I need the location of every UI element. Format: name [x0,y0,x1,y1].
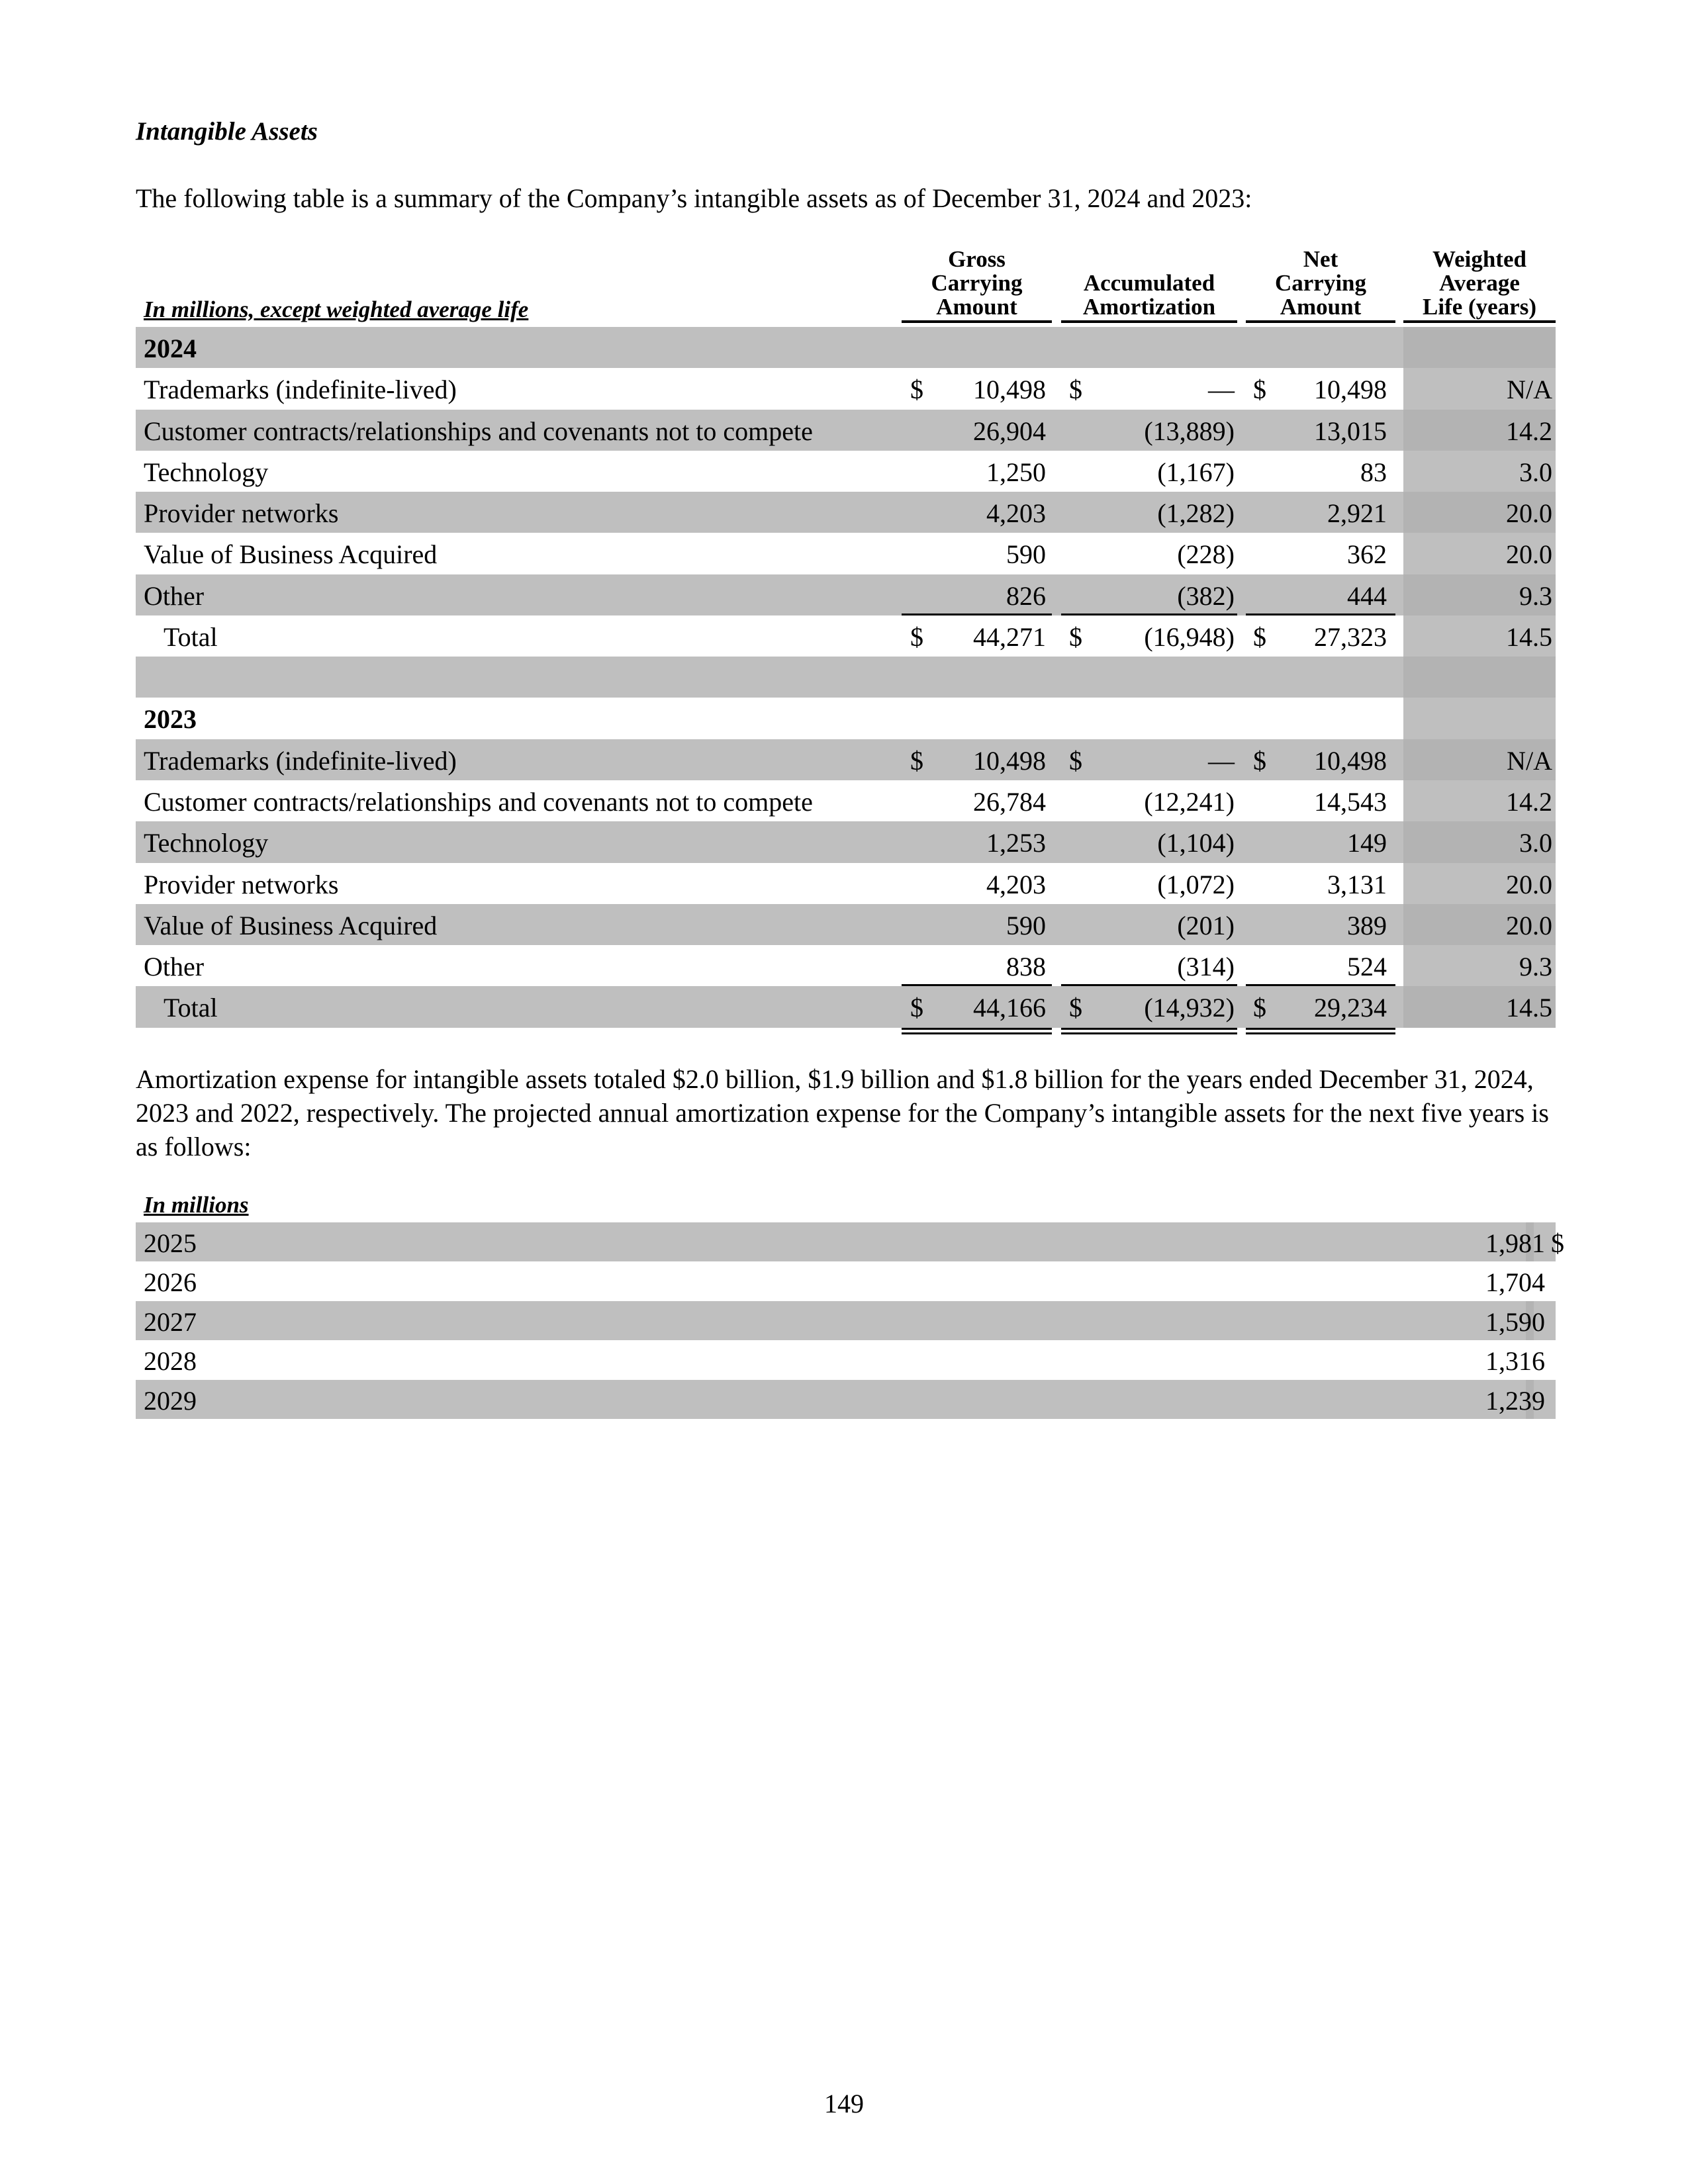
row-label: Other [144,580,205,611]
total-double-rule [902,1028,1052,1034]
column-header-life [1403,248,1556,323]
amortization-paragraph: Amortization expense for intangible assets totaled $2.0 billion, $1.9 billion and $1.8 billion for the years ended December 31, 2024, 2023 and 2022, respectively. The projected annual amortization expense for the Company’s intangible assets for the next five years is as follows: [136,1064,1549,1161]
net-value: 10,498 [1314,745,1387,776]
column-gap [1395,574,1403,615]
accumulated-value: (1,104) [1157,828,1235,858]
net-value: 83 [1360,457,1387,487]
page-number: 149 [824,2089,864,2118]
gross-value: 4,203 [986,498,1046,529]
table-body [136,327,1556,1028]
table-row [136,492,1556,533]
row-label: Technology [144,828,269,858]
life-value: 14.2 [1506,416,1552,446]
gross-value: 590 [1006,910,1046,940]
currency-symbol: $ [1069,622,1082,653]
projection-year: 2028 [144,1346,197,1377]
row-label: Technology [144,457,269,487]
currency-symbol: $ [910,745,923,776]
gross-value: 826 [1006,580,1046,611]
row-label: Trademarks (indefinite-lived) [144,745,457,776]
header-line: Life (years) [1422,294,1536,320]
gross-value: 1,250 [986,457,1046,487]
gross-value: 44,166 [973,993,1046,1023]
column-gap [1395,657,1403,698]
currency-symbol: $ [1253,993,1266,1023]
currency-symbol: $ [910,993,923,1023]
currency-symbol: $ [1253,622,1266,653]
currency-symbol: $ [1253,375,1266,405]
accumulated-value: (201) [1177,910,1235,940]
intro-text: The following table is a summary of the Company’s intangible assets as of December 31, 2024 and 2023: [136,183,1252,213]
table-row [136,945,1556,986]
header-line: Gross [948,246,1006,272]
row-label: Trademarks (indefinite-lived) [144,375,457,405]
row-label: Provider networks [144,869,339,899]
column-gap [1395,863,1403,904]
accumulated-value: (1,282) [1157,498,1235,529]
projection-row [136,1340,1556,1379]
projection-year: 2025 [144,1228,197,1258]
life-value: 14.2 [1506,786,1552,817]
life-value: 20.0 [1506,910,1552,940]
column-gap [1395,945,1403,986]
projection-amount: 1,316 [1485,1346,1545,1377]
net-value: 149 [1347,828,1387,858]
gross-value: 838 [1006,952,1046,982]
accumulated-value: (228) [1177,539,1235,570]
table-row [136,574,1556,615]
spacer-row [136,657,1556,698]
table-row [136,904,1556,945]
column-gap [1395,780,1403,821]
currency-symbol: $ [1253,745,1266,776]
column-header-gross [902,248,1052,323]
column-gap [1395,615,1403,657]
gross-value: 10,498 [973,375,1046,405]
intangible-assets-table [136,240,1556,1028]
column-header-net [1246,248,1395,323]
net-value: 2,921 [1327,498,1387,529]
accumulated-value: (1,072) [1157,869,1235,899]
table-row [136,739,1556,780]
column-gap [1395,410,1403,451]
life-value: 20.0 [1506,869,1552,899]
net-value: 444 [1347,580,1387,611]
accumulated-value: (314) [1177,952,1235,982]
projection-units-label: In millions [144,1192,249,1218]
header-line: Carrying [1274,270,1367,296]
gross-value: 4,203 [986,869,1046,899]
header-line: Average [1439,270,1520,296]
row-label: Total [164,993,218,1023]
projection-year: 2029 [144,1385,197,1416]
life-value: 9.3 [1519,952,1552,982]
life-value: N/A [1507,745,1552,776]
accumulated-value: — [1208,375,1235,405]
gross-value: 26,784 [973,786,1046,817]
net-value: 14,543 [1314,786,1387,817]
column-gap [1395,368,1403,409]
projection-amount: 1,590 [1485,1306,1545,1337]
row-label: Value of Business Acquired [144,910,438,940]
column-gap [1395,327,1403,368]
projection-row [136,1380,1556,1419]
life-value: 3.0 [1519,457,1552,487]
row-label: Total [164,622,218,653]
net-value: 27,323 [1314,622,1387,653]
gross-value: 1,253 [986,828,1046,858]
life-column-band [1403,657,1556,698]
gross-value: 590 [1006,539,1046,570]
net-value: 362 [1347,539,1387,570]
row-label: Customer contracts/relationships and covenants not to compete [144,416,813,446]
row-label: Customer contracts/relationships and covenants not to compete [144,786,813,817]
projection-amount: 1,704 [1485,1267,1545,1298]
column-gap [1395,739,1403,780]
life-value: 14.5 [1506,993,1552,1023]
projection-row [136,1261,1556,1300]
table-row [136,451,1556,492]
row-label: Value of Business Acquired [144,539,438,570]
life-value: 14.5 [1506,622,1552,653]
gross-value: 44,271 [973,622,1046,653]
gross-value: 10,498 [973,745,1046,776]
row-label: Other [144,952,205,982]
net-value: 13,015 [1314,416,1387,446]
currency-symbol: $ [1069,745,1082,776]
table-row [136,780,1556,821]
total-row [136,615,1556,657]
projection-row [136,1301,1556,1340]
currency-symbol: $ [910,375,923,405]
life-value: 9.3 [1519,580,1552,611]
column-gap [1395,533,1403,574]
header-line: Amount [936,294,1017,320]
column-gap [1395,451,1403,492]
currency-symbol: $ [1069,993,1082,1023]
header-line: Amount [1280,294,1362,320]
column-gap [1395,492,1403,533]
header-line: Net [1303,246,1338,272]
year-row [136,698,1556,739]
projection-body [136,1222,1564,1419]
gross-value: 26,904 [973,416,1046,446]
life-value: 3.0 [1519,828,1552,858]
accumulated-value: — [1208,745,1235,776]
net-value: 29,234 [1314,993,1387,1023]
year-label: 2024 [144,334,197,363]
life-column-band [1403,698,1556,739]
projection-amount: 1,981 [1485,1228,1545,1258]
projection-year: 2026 [144,1267,197,1298]
column-gap [1395,698,1403,739]
life-column-band [1403,327,1556,368]
table-row [136,863,1556,904]
currency-symbol: $ [1069,375,1082,405]
accumulated-value: (13,889) [1144,416,1235,446]
header-line: Amortization [1082,294,1216,320]
projection-table [136,1188,1564,1419]
header-line: Accumulated [1083,270,1215,296]
accumulated-value: (12,241) [1144,786,1235,817]
table-row [136,533,1556,574]
net-value: 10,498 [1314,375,1387,405]
table-header [136,240,1556,327]
life-value: N/A [1507,375,1552,405]
total-double-rule [1246,1028,1395,1034]
column-header-accumulated [1061,271,1237,323]
life-value: 20.0 [1506,539,1552,570]
table-row [136,368,1556,409]
accumulated-value: (1,167) [1157,457,1235,487]
column-gap [1395,904,1403,945]
life-value: 20.0 [1506,498,1552,529]
currency-symbol: $ [1551,1228,1564,1258]
table-row [136,410,1556,451]
section-heading: Intangible Assets [136,117,318,146]
net-value: 524 [1347,952,1387,982]
net-value: 3,131 [1327,869,1387,899]
projection-year: 2027 [144,1306,197,1337]
total-row [136,986,1556,1027]
column-gap [1395,986,1403,1027]
row-label: Provider networks [144,498,339,529]
table-units-label: In millions, except weighted average life [144,296,529,322]
projection-amount: 1,239 [1485,1385,1545,1416]
accumulated-value: (16,948) [1144,622,1235,653]
header-line: Weighted [1432,246,1526,272]
accumulated-value: (382) [1177,580,1235,611]
total-double-rule [1061,1028,1237,1034]
year-row [136,327,1556,368]
header-line: Carrying [931,270,1023,296]
year-label: 2023 [144,704,197,735]
projection-row [136,1222,1564,1261]
table-row [136,821,1556,862]
currency-symbol: $ [910,622,923,653]
column-gap [1395,821,1403,862]
accumulated-value: (14,932) [1144,993,1235,1023]
net-value: 389 [1347,910,1387,940]
